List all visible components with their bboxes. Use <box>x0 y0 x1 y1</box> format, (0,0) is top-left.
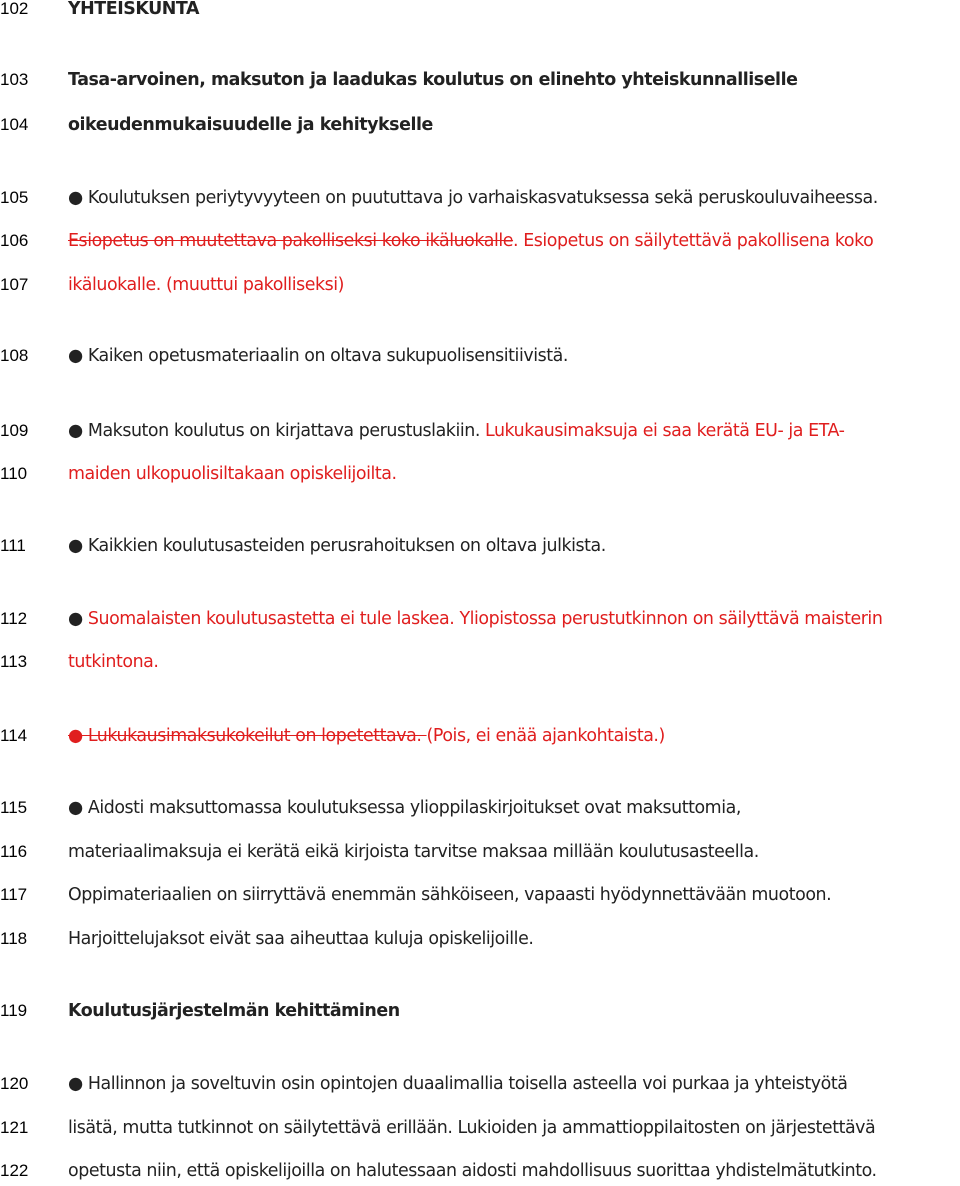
line-number: 104 <box>0 115 29 134</box>
line-number: 118 <box>0 929 28 948</box>
paragraph-line <box>68 721 956 751</box>
line-109 <box>0 416 960 446</box>
deleted-text: ● Lukukausimaksukokeilut on lopetettava. <box>68 726 427 746</box>
paragraph-text: Kaikkien koulutusasteiden perusrahoituksen on oltava julkista. <box>87 536 606 556</box>
paragraph-text: Kaiken opetusmateriaalin on oltava sukupuolisensitiivistä. <box>87 346 568 366</box>
line-107 <box>0 270 960 300</box>
line-103 <box>0 65 960 95</box>
line-104 <box>0 110 960 140</box>
inserted-text: maiden ulkopuolisiltakaan opiskelijoilta. <box>68 464 397 484</box>
paragraph-text: Aidosti maksuttomassa koulutuksessa ylioppilaskirjoitukset ovat maksuttomia, <box>87 798 741 818</box>
paragraph-line <box>68 604 956 634</box>
inserted-text: ikäluokalle. (muuttui pakolliseksi) <box>68 275 345 295</box>
subheading: Koulutusjärjestelmän kehittäminen <box>68 1001 400 1021</box>
line-106 <box>0 226 960 256</box>
paragraph-text: Hallinnon ja soveltuvin osin opintojen duaalimallia toisella asteella voi purkaa ja yhteistyötä <box>87 1074 848 1094</box>
paragraph-text: Oppimateriaalien on siirryttävä enemmän sähköiseen, vapaasti hyödynnettävään muotoon. <box>68 885 832 905</box>
inserted-text: (Pois, ei enää ajankohtaista.) <box>426 726 665 746</box>
line-number: 111 <box>0 536 26 555</box>
line-number: 103 <box>0 70 29 89</box>
inserted-text: . Esiopetus on säilytettävä pakollisena koko <box>513 231 874 251</box>
line-114 <box>0 721 960 751</box>
line-number: 110 <box>0 464 28 483</box>
section-heading: YHTEISKUNTA <box>68 0 200 19</box>
inserted-text: tutkintona. <box>68 652 159 672</box>
subheading: Tasa-arvoinen, maksuton ja laadukas koulutus on elinehto yhteiskunnalliselle <box>68 70 798 90</box>
line-number: 120 <box>0 1074 29 1093</box>
paragraph-line <box>68 226 956 256</box>
line-116 <box>0 837 960 867</box>
paragraph-text: opetusta niin, että opiskelijoilla on halutessaan aidosti mahdollisuus suorittaa yhdistelmätutkinto. <box>68 1161 877 1181</box>
subheading: oikeudenmukaisuudelle ja kehitykselle <box>68 115 433 135</box>
paragraph-line <box>68 793 956 823</box>
deleted-text: Esiopetus on muutettava pakolliseksi koko ikäluokalle <box>68 231 514 251</box>
line-number: 112 <box>0 609 28 628</box>
line-115 <box>0 793 960 823</box>
line-119 <box>0 996 960 1026</box>
line-111 <box>0 531 960 561</box>
bullet-icon: ● <box>68 798 83 818</box>
bullet-icon: ● <box>68 609 83 629</box>
paragraph-line <box>68 341 956 371</box>
paragraph-text: Maksuton koulutus on kirjattava perustuslakiin. <box>87 421 485 441</box>
line-number: 114 <box>0 726 28 745</box>
line-112 <box>0 604 960 634</box>
paragraph-text: lisätä, mutta tutkinnot on säilytettävä erillään. Lukioiden ja ammattioppilaitosten on järjestettävä <box>68 1118 876 1138</box>
inserted-text: Suomalaisten koulutusastetta ei tule laskea. Yliopistossa perustutkinnon on säilyttävä maisterin <box>87 609 883 629</box>
line-121 <box>0 1113 960 1143</box>
bullet-icon: ● <box>68 421 83 441</box>
bullet-icon: ● <box>68 188 83 208</box>
line-122 <box>0 1156 960 1186</box>
line-105 <box>0 183 960 213</box>
bullet-icon: ● <box>68 536 83 556</box>
line-number: 105 <box>0 188 29 207</box>
inserted-text: Lukukausimaksuja ei saa kerätä EU- ja ETA- <box>484 421 845 441</box>
paragraph-text: Harjoittelujaksot eivät saa aiheuttaa kuluja opiskelijoille. <box>68 929 534 949</box>
line-number: 109 <box>0 421 29 440</box>
line-number: 115 <box>0 798 28 817</box>
line-102 <box>0 0 960 24</box>
paragraph-line <box>68 416 956 446</box>
line-number: 121 <box>0 1118 29 1137</box>
paragraph-text: Koulutuksen periytyvyyteen on puututtava jo varhaiskasvatuksessa sekä peruskouluvaiheessa. <box>87 188 878 208</box>
paragraph-line <box>68 531 956 561</box>
line-110 <box>0 459 960 489</box>
line-number: 116 <box>0 842 28 861</box>
line-number: 106 <box>0 231 29 250</box>
line-number: 119 <box>0 1001 28 1020</box>
line-113 <box>0 647 960 677</box>
line-number: 117 <box>0 885 28 904</box>
line-number: 122 <box>0 1161 29 1180</box>
line-108 <box>0 341 960 371</box>
line-117 <box>0 880 960 910</box>
line-number: 108 <box>0 346 29 365</box>
paragraph-line <box>68 183 956 213</box>
bullet-icon: ● <box>68 1074 83 1094</box>
line-118 <box>0 924 960 954</box>
paragraph-line <box>68 1069 956 1099</box>
line-120 <box>0 1069 960 1099</box>
paragraph-text: materiaalimaksuja ei kerätä eikä kirjoista tarvitse maksaa millään koulutusasteella. <box>68 842 759 862</box>
line-number: 113 <box>0 652 28 671</box>
bullet-icon: ● <box>68 346 83 366</box>
line-number: 107 <box>0 275 29 294</box>
line-number: 102 <box>0 0 29 18</box>
